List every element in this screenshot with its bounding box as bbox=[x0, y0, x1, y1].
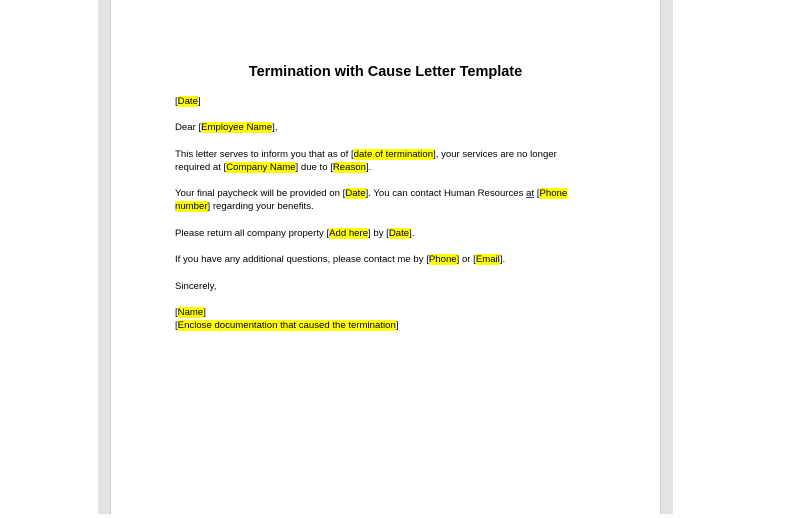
signature-block bbox=[175, 306, 595, 332]
contact-phone-placeholder: Phone bbox=[428, 254, 457, 265]
salutation-line: Dear [Employee Name], bbox=[175, 122, 278, 133]
company-name-placeholder: Company Name bbox=[226, 162, 296, 173]
paragraph-termination-line-2: required at [Company Name] due to [Reason]. bbox=[175, 162, 372, 173]
paragraph-property: Please return all company property [Add here] by [Date]. bbox=[175, 228, 415, 239]
return-date-placeholder: Date bbox=[388, 228, 410, 239]
email-placeholder: Email bbox=[475, 254, 500, 265]
name-placeholder: Name bbox=[177, 307, 204, 318]
paragraph-paycheck-line-2: number] regarding your benefits. bbox=[175, 201, 314, 212]
paragraph-paycheck bbox=[175, 187, 595, 213]
paragraph-termination-line-1: This letter serves to inform you that as of [date of termination], your services are no longer bbox=[175, 149, 557, 160]
at-word: at bbox=[526, 188, 535, 199]
phone-number-placeholder-part-2: number bbox=[175, 201, 208, 212]
phone-number-placeholder-part-1: Phone bbox=[539, 188, 568, 199]
paragraph-paycheck-line-1: Your final paycheck will be provided on [Date]. You can contact Human Resources at [Phone bbox=[175, 188, 568, 199]
paragraph-questions: If you have any additional questions, please contact me by [Phone] or [Email]. bbox=[175, 254, 506, 265]
employee-name-placeholder: Employee Name bbox=[201, 122, 273, 133]
signature-name-line: [Name] bbox=[175, 307, 206, 318]
document-workspace[interactable] bbox=[98, 0, 673, 514]
reason-placeholder: Reason bbox=[332, 162, 366, 173]
document-page[interactable] bbox=[110, 0, 661, 514]
closing-line: Sincerely, bbox=[175, 281, 217, 292]
enclose-documentation-placeholder: Enclose documentation that caused the termination bbox=[177, 320, 396, 331]
date-of-termination-placeholder: date of termination bbox=[353, 149, 434, 160]
paycheck-date-placeholder: Date bbox=[345, 188, 366, 199]
date-line: [Date] bbox=[175, 96, 201, 107]
add-here-placeholder: Add here bbox=[329, 228, 369, 239]
date-placeholder: Date bbox=[177, 96, 198, 107]
signature-enclosure-line: [Enclose documentation that caused the termination] bbox=[175, 320, 399, 331]
letter-title: Termination with Cause Letter Template bbox=[248, 64, 523, 80]
paragraph-termination bbox=[175, 148, 595, 174]
